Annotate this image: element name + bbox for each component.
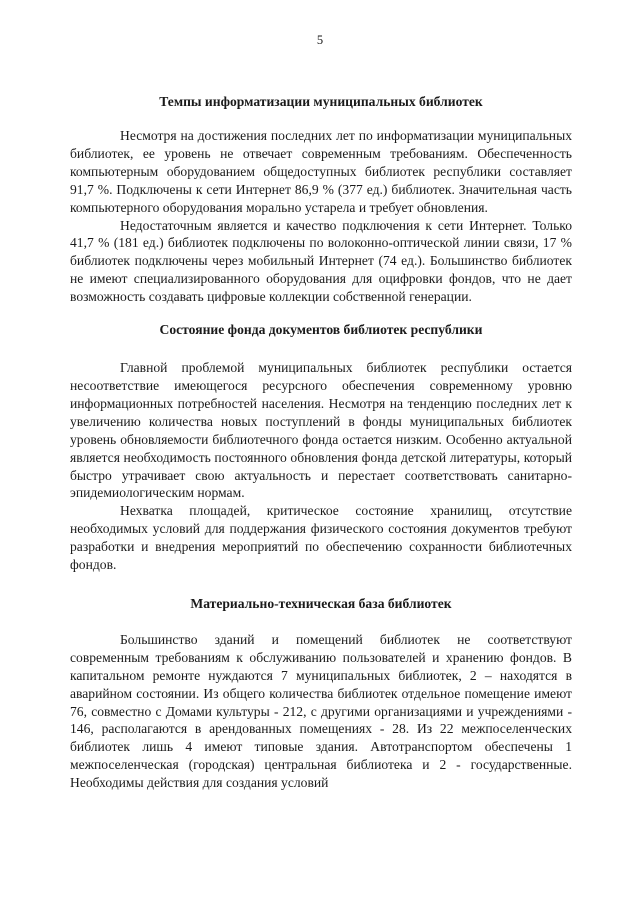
paragraph: Несмотря на достижения последних лет по информатизации муниципальных библиотек, ее уровень не отвечает современным требованиям. Обеспеченность компьютерным оборудованием общедоступных библиотек республики составляет 91,7 %. Подключены к сети Интернет 86,9 % (377 ед.) библиотек. Значительная часть компьютерного оборудования морально устарела и требует обновления. — [70, 128, 572, 215]
paragraph: Недостаточным является и качество подключения к сети Интернет. Только 41,7 % (181 ед.) библиотек подключены по волоконно-оптической линии связи, 17 % библиотек подключены через мобильный Интернет (74 ед.). Большинство библиотек не имеют специализированного оборудования для оцифровки фондов, что не дает возможность создавать цифровые коллекции собственной генерации. — [70, 217, 572, 305]
paragraph: Большинство зданий и помещений библиотек не соответствуют современным требованиям к обслуживанию пользователей и хранению фондов. В капитальном ремонте нуждаются 7 муниципальных библиотек, 2 – находятся в аварийном состоянии. Из общего количества библиотек отдельное помещение имеют 76, совместно с Домами культуры - 212, с другими организациями и учреждениями - 146, располагаются в арендованных помещениях - 28. Из 22 межпоселенческих библиотек лишь 4 имеют типовые здания. Автотранспортом обеспечены 1 межпоселенческая (городская) центральная библиотека и 2 - государственные. Необходимы действия для создания условий — [70, 631, 572, 791]
page-number: 5 — [316, 33, 324, 47]
paragraph: Нехватка площадей, критическое состояние хранилищ, отсутствие необходимых условий для поддержания физического состояния документов требуют разработки и внедрения мероприятий по обеспечению сохранности библиотечных фондов. — [70, 503, 572, 573]
page-content — [70, 93, 572, 792]
section-heading-informatization: Темпы информатизации муниципальных библиотек — [159, 94, 483, 109]
paragraph: Главной проблемой муниципальных библиотек республики остается несоответствие имеющегося ресурсного обеспечения современному уровню информационных потребностей населения. Несмотря на тенденцию последних лет к увеличению количества новых поступлений в фонды муниципальных библиотек уровень обновляемости библиотечного фонда остается низким. Особенно актуальной является необходимость постоянного обновления фонда детской литературы, который быстро утрачивает свою актуальность и перестает соответствовать санитарно-эпидемиологическим нормам. — [70, 360, 572, 501]
section-heading-fund-state: Состояние фонда документов библиотек республики — [159, 322, 483, 338]
section-heading-material-base: Материально-техническая база библиотек — [190, 595, 452, 611]
